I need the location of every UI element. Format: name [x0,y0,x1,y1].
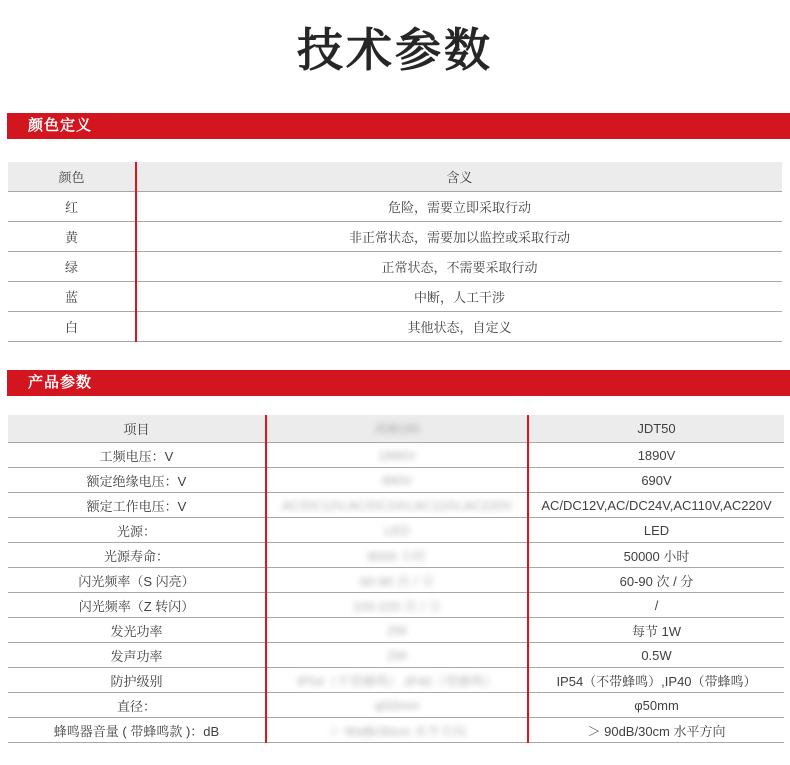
table-row [8,593,784,618]
param-model-a-cell-obscured [266,443,528,468]
table-row [8,668,784,693]
color-meaning-cell: 非正常状态，需要加以监控或采取行动 [136,222,782,252]
param-model-a-cell-obscured [266,493,528,518]
param-model-b-cell: φ50mm [528,693,784,718]
obscured-text: IP54（不带蜂鸣）,IP40（带蜂鸣） [296,673,498,689]
param-model-a-cell-obscured [266,593,528,618]
color-definition-table [8,162,782,342]
color-column-header: 颜色 [8,162,136,192]
param-model-a-cell-obscured [266,543,528,568]
param-model-b-cell: IP54（不带蜂鸣）,IP40（带蜂鸣） [528,668,784,693]
obscured-text: JDB180 [373,421,421,436]
color-table-header-row [8,162,782,192]
model-b-column-header: JDT50 [528,415,784,443]
param-model-b-cell: AC/DC12V,AC/DC24V,AC110V,AC220V [528,493,784,518]
param-item-cell: 直径： [8,693,266,718]
param-model-b-cell: / [528,593,784,618]
item-column-header: 项目 [8,415,266,443]
obscured-text: ＞ 90dB/30cm 水平方向 [328,723,466,739]
product-parameters-table [8,415,784,743]
obscured-text: 2W [387,647,407,663]
param-model-b-cell: 0.5W [528,643,784,668]
color-name-cell: 绿 [8,252,136,282]
param-model-a-cell-obscured [266,568,528,593]
color-meaning-cell: 中断，人工干涉 [136,282,782,312]
param-model-a-cell-obscured [266,718,528,743]
param-item-cell: 发声功率 [8,643,266,668]
obscured-text: AC/DC12V,AC/DC24V,AC110V,AC220V [281,497,513,513]
param-item-cell: 光源寿命： [8,543,266,568]
param-item-cell: 光源： [8,518,266,543]
obscured-text: 690V [381,472,413,488]
table-row [8,643,784,668]
param-item-cell: 防护级别 [8,668,266,693]
param-model-a-cell-obscured [266,618,528,643]
color-meaning-cell: 其他状态，自定义 [136,312,782,342]
param-model-a-cell-obscured [266,668,528,693]
color-name-cell: 红 [8,192,136,222]
table-row [8,543,784,568]
param-item-cell: 工频电压：V [8,443,266,468]
param-item-cell: 蜂鸣器音量 ( 带蜂鸣款 )：dB [8,718,266,743]
section-heading-color-definition: 颜色定义 [7,113,790,139]
table-row [8,222,782,252]
table-row [8,718,784,743]
table-row [8,693,784,718]
table-row [8,618,784,643]
color-meaning-cell: 正常状态，不需要采取行动 [136,252,782,282]
product-table-header-row [8,415,784,443]
table-row [8,468,784,493]
table-row [8,312,782,342]
obscured-text: LED [384,522,410,538]
param-model-b-cell: 50000 小时 [528,543,784,568]
param-model-b-cell: LED [528,518,784,543]
obscured-text: 100-220 次 / 分 [352,598,442,614]
obscured-text: 8000 小时 [367,548,427,564]
param-model-b-cell: 690V [528,468,784,493]
param-item-cell: 额定工作电压：V [8,493,266,518]
param-item-cell: 闪光频率（Z 转闪） [8,593,266,618]
param-model-a-cell-obscured [266,643,528,668]
param-model-b-cell: 1890V [528,443,784,468]
param-model-b-cell: 每节 1W [528,618,784,643]
color-meaning-cell: 危险，需要立即采取行动 [136,192,782,222]
param-item-cell: 闪光频率（S 闪亮） [8,568,266,593]
table-row [8,493,784,518]
color-name-cell: 白 [8,312,136,342]
obscured-text: 2W [387,622,407,638]
obscured-text: 60-90 次 / 分 [360,573,434,589]
obscured-text: 1890V [378,447,416,463]
param-model-a-cell-obscured [266,693,528,718]
section-heading-product-parameters: 产品参数 [7,370,790,396]
page-title: 技术参数 [297,24,493,76]
param-model-a-cell-obscured [266,518,528,543]
param-model-b-cell: 60-90 次 / 分 [528,568,784,593]
model-a-column-header-obscured [266,415,528,443]
table-row [8,443,784,468]
color-name-cell: 黄 [8,222,136,252]
table-row [8,252,782,282]
param-item-cell: 发光功率 [8,618,266,643]
table-row [8,282,782,312]
param-model-a-cell-obscured [266,468,528,493]
table-row [8,518,784,543]
table-row [8,568,784,593]
param-model-b-cell: ＞ 90dB/30cm 水平方向 [528,718,784,743]
obscured-text: φ50mm [374,697,420,713]
color-name-cell: 蓝 [8,282,136,312]
param-item-cell: 额定绝缘电压：V [8,468,266,493]
meaning-column-header: 含义 [136,162,782,192]
table-row [8,192,782,222]
